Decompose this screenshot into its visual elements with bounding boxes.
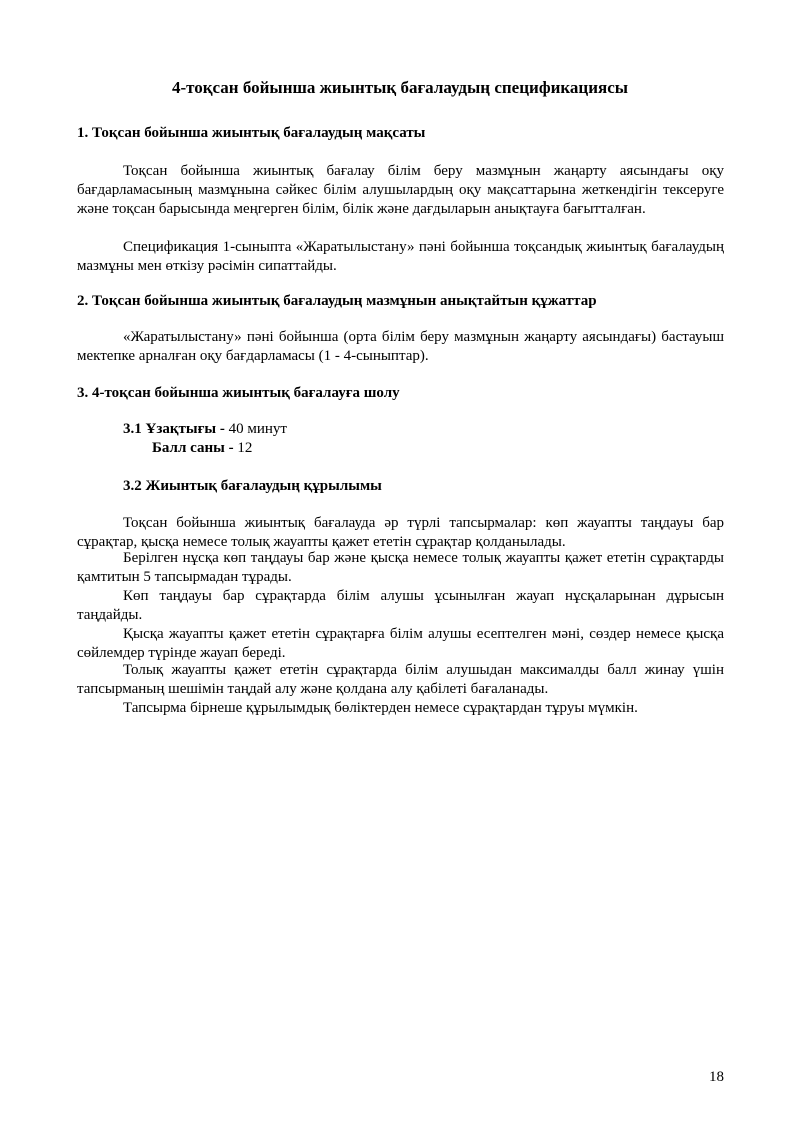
section-1-paragraph-2: Спецификация 1-сыныпта «Жаратылыстану» пәні бойынша тоқсандық жиынтық бағалаудың мазмұны мен өткізу рәсімін сипаттайды.: [77, 239, 724, 274]
structure-paragraph-2: Берілген нұсқа көп таңдауы бар және қысқа немесе толық жауапты қажет ететін сұрақтарды қамтитын 5 тапсырмадан тұрады.: [77, 550, 724, 585]
score-line: [152, 439, 252, 458]
section-1-heading: 1. Тоқсан бойынша жиынтық бағалаудың мақсаты: [77, 125, 426, 141]
score-label: Балл саны -: [152, 440, 238, 456]
structure-paragraph-3: Көп таңдауы бар сұрақтарда білім алушы ұсынылған жауап нұсқаларынан дұрысын таңдайды.: [77, 588, 724, 623]
section-1-paragraph-1: Тоқсан бойынша жиынтық бағалау білім беру мазмұнын жаңарту аясындағы оқу бағдарламасының мазмұнына сәйкес білім алушылардың оқу мақсаттарына жеткендігін тексеруге және тоқсан барысында меңгерген білім, білік және дағдыларын анықтауға бағытталған.: [77, 163, 724, 217]
duration-value: 40 минут: [228, 421, 287, 437]
score-value: 12: [237, 440, 253, 456]
structure-paragraph-1: Тоқсан бойынша жиынтық бағалауда әр түрлі тапсырмалар: көп жауапты таңдауы бар сұрақтар, қысқа немесе толық жауапты қажет ететін сұрақтар қолданылады.: [77, 515, 724, 550]
page-number: 18: [709, 1069, 724, 1085]
section-2-paragraph-1: «Жаратылыстану» пәні бойынша (орта білім беру мазмұнын жаңарту аясындағы) бастауыш мектепке арналған оқу бағдарламасы (1 - 4-сыныптар).: [77, 329, 724, 364]
structure-paragraph-4: Қысқа жауапты қажет ететін сұрақтарға білім алушы есептелген мәні, сөздер немесе қысқа сөйлемдер түрінде жауап береді.: [77, 626, 724, 661]
duration-label: 3.1 Ұзақтығы -: [123, 421, 229, 437]
structure-paragraph-5: Толық жауапты қажет ететін сұрақтарда білім алушыдан максималды балл жинау үшін тапсырманың шешімін таңдай алу және қолдана алу қабілеті бағаланады.: [77, 662, 724, 697]
structure-paragraph-6: Тапсырма бірнеше құрылымдық бөліктерден немесе сұрақтардан тұруы мүмкін.: [123, 700, 638, 716]
page-title: 4-тоқсан бойынша жиынтық бағалаудың спецификациясы: [171, 78, 629, 97]
section-3-heading: 3. 4-тоқсан бойынша жиынтық бағалауға шолу: [77, 385, 400, 401]
duration-line: [123, 420, 287, 439]
section-2-heading: 2. Тоқсан бойынша жиынтық бағалаудың мазмұнын анықтайтын құжаттар: [77, 293, 597, 309]
structure-heading: 3.2 Жиынтық бағалаудың құрылымы: [123, 478, 382, 494]
